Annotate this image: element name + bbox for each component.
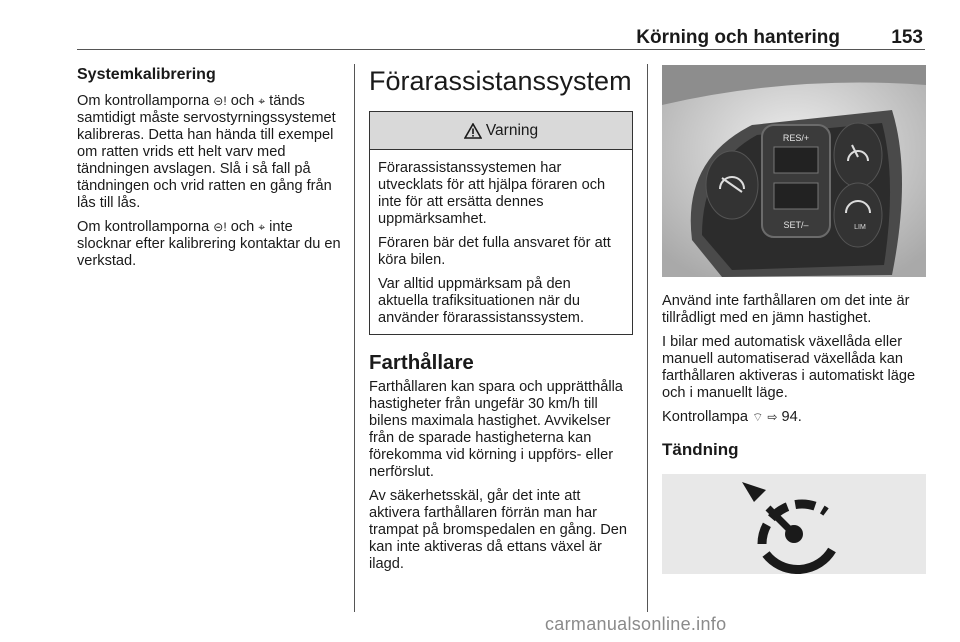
- steering-warning-icon: ⊝!: [213, 220, 227, 234]
- warning-title: Varning: [485, 122, 539, 139]
- steering-wheel-controls-image: [662, 65, 926, 277]
- paragraph: Använd inte farthållaren om det inte är tillrådligt med en jämn hastighet.: [662, 293, 910, 326]
- esc-off-icon: ⌖: [258, 220, 266, 234]
- watermark: carmanualsonline.info: [545, 614, 727, 634]
- left-column: [77, 65, 345, 277]
- warning-text: Förarassistanssystemen har utvecklats för att hjälpa föraren och inte för att ersätta dennes uppmärksamhet.: [378, 160, 606, 227]
- res-plus-label: RES/+: [782, 133, 810, 143]
- page-number: 153: [891, 27, 923, 48]
- paragraph: I bilar med automatisk växellåda eller manuell automatiserad växellåda kan farthållaren aktiveras i automatiskt läge och i manuellt läge.: [662, 334, 916, 401]
- steering-warning-icon: ⊝!: [213, 94, 227, 108]
- cruise-control-icon: ⌔: [752, 410, 764, 424]
- chapter-heading: Förarassistanssystem: [369, 66, 632, 96]
- lim-label: LIM: [854, 224, 866, 231]
- warning-header: [370, 112, 632, 150]
- page-reference[interactable]: 94.: [781, 409, 802, 425]
- header-title: Körning och hantering: [636, 27, 840, 48]
- section-heading: Tändning: [662, 440, 739, 459]
- paragraph: Kontrollampa ⌔ ⇨ 94.: [662, 409, 802, 425]
- paragraph: Om kontrollamporna ⊝! och ⌖ inte slocknar efter kalibrering kontaktar du en verkstad.: [77, 219, 341, 269]
- column-rule-left: [354, 64, 355, 612]
- paragraph: Av säkerhetsskäl, går det inte att aktivera farthållaren förrän man har trampat på bromspedalen en gång. Den kan inte aktiveras då ettans växel är ilagd.: [369, 488, 627, 572]
- paragraph: Om kontrollamporna ⊝! och ⌖ tänds samtidigt måste servostyrningssystemet kalibreras. Detta han hända till exempel om ratten vrids ett helt varv med tändningen avslagen. Slå i så fall på tändningen och vrid ratten en gång från lås till lås.: [77, 93, 336, 211]
- warning-box: [369, 111, 633, 335]
- esc-off-icon: ⌖: [258, 94, 266, 108]
- middle-column: [369, 65, 633, 580]
- section-heading: Systemkalibrering: [77, 66, 216, 83]
- set-minus-label: SET/–: [783, 220, 809, 230]
- header-rule: [77, 49, 925, 50]
- warning-text: Var alltid uppmärksam på den aktuella trafiksituationen när du använder förarassistanssystem.: [378, 276, 585, 326]
- section-heading: Farthållare: [369, 351, 474, 374]
- column-rule-right: [647, 64, 648, 612]
- warning-triangle-icon: [464, 123, 482, 139]
- page-reference-icon: ⇨: [767, 410, 778, 424]
- paragraph: Farthållaren kan spara och upprätthålla hastigheter från ungefär 30 km/h till bilens maximala hastighet. Avvikelser från de sparade hastigheterna kan förekomma vid körning i uppförs- eller nerförslut.: [369, 379, 623, 480]
- right-column: [662, 65, 926, 574]
- warning-text: Föraren bär det fulla ansvaret för att köra bilen.: [378, 235, 611, 268]
- cruise-control-symbol-image: [662, 474, 926, 574]
